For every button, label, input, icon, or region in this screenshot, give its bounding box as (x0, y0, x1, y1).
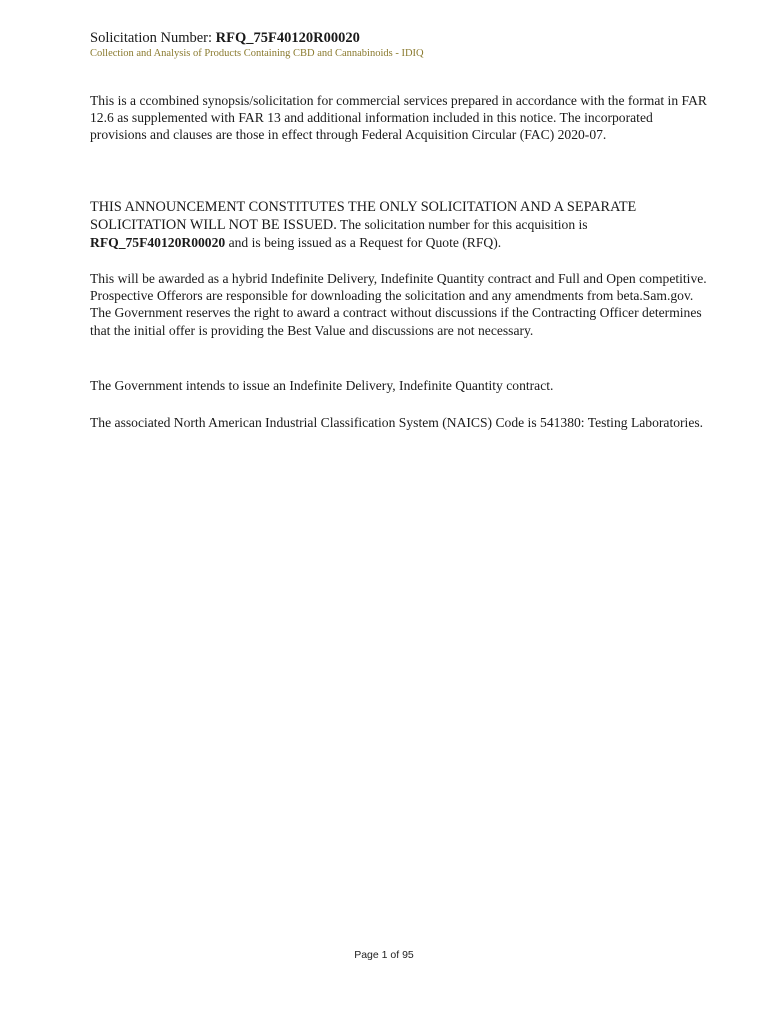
solicitation-line (90, 29, 730, 47)
document-subtitle: Collection and Analysis of Products Containing CBD and Cannabinoids - IDIQ (90, 48, 424, 59)
paragraph-award-type: This will be awarded as a hybrid Indefinite Delivery, Indefinite Quantity contract and Full and Open competitive. Prospective Offerors are responsible for downloading the solicitation and any amendments from beta.Sam.gov. The Government reserves the right to award a contract without discussions if the Contracting Officer determines that the initial offer is providing the Best Value and discussions are not necessary. (90, 271, 707, 338)
document-body (90, 92, 708, 430)
announcement-end-text: and is being issued as a Request for Quote (RFQ). (225, 235, 502, 251)
document-header (90, 29, 730, 61)
announcement-caps-text: THIS ANNOUNCEMENT CONSTITUTES THE ONLY SOLICITATION AND A SEPARATE SOLICITATION WILL NOT BE ISSUED. (90, 199, 637, 234)
solicitation-label: Solicitation Number: (90, 30, 216, 46)
announcement-mid-text: The solicitation number for this acquisition is (336, 217, 588, 233)
paragraph-announcement (90, 198, 708, 252)
paragraph-synopsis: This is a ccombined synopsis/solicitation for commercial services prepared in accordance with the format in FAR 12.6 as supplemented with FAR 13 and additional information included in this notice. The incorporated provisions and clauses are those in effect through Federal Acquisition Circular (FAC) 2020-07. (90, 93, 707, 143)
paragraph-naics-code: The associated North American Industrial Classification System (NAICS) Code is 541380: Testing Laboratories. (90, 415, 704, 430)
page-number: Page 1 of 95 (354, 949, 414, 961)
announcement-solicitation-number: RFQ_75F40120R00020 (90, 235, 226, 251)
solicitation-number: RFQ_75F40120R00020 (215, 30, 360, 46)
paragraph-contract-intent: The Government intends to issue an Indefinite Delivery, Indefinite Quantity contract. (90, 378, 554, 393)
